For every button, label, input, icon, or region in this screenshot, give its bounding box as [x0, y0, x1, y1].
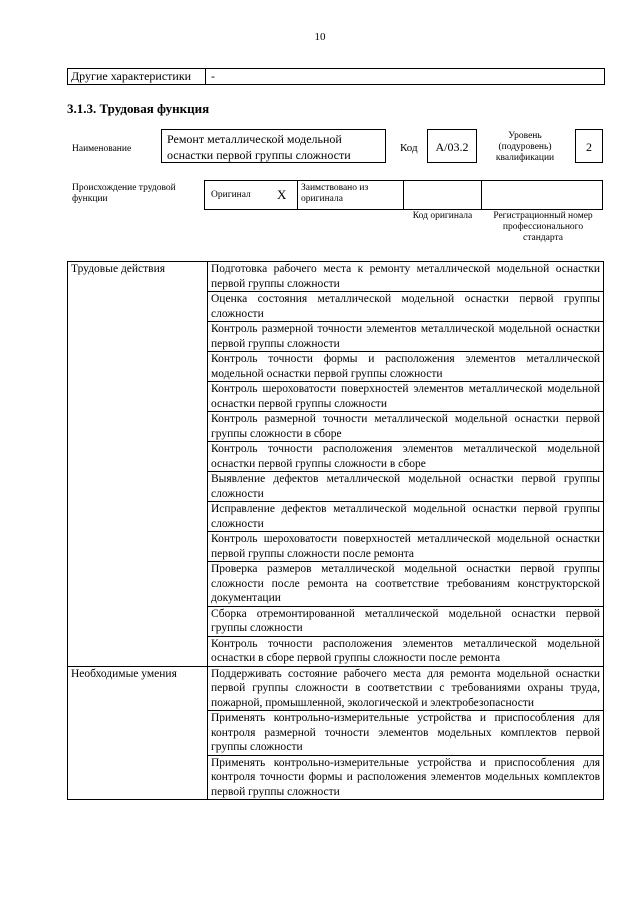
section-title: 3.1.3. Трудовая функция: [67, 101, 210, 116]
labor-actions-item: Контроль точности расположения элементов металлической модельной оснастки первой группы сложности в сборе: [208, 442, 604, 472]
labor-actions-item: Контроль точности формы и расположения элементов металлической модельной оснастки первой группы сложности: [208, 352, 604, 382]
labor-actions-item: Сборка отремонтированной металлической модельной оснастки первой группы сложности: [208, 606, 604, 636]
code-label: Код: [400, 142, 418, 154]
labor-actions-item: Контроль шероховатости поверхностей металлической модельной оснастки первой группы сложности после ремонта: [208, 532, 604, 562]
original-label: Оригинал: [211, 190, 251, 200]
required-skills-item: Применять контрольно-измерительные устройства и приспособления для контроля размерной точности элементов модельных комплектов первой группы сложности: [208, 711, 604, 756]
origin-box: [204, 180, 603, 210]
page-number: 10: [314, 31, 326, 43]
labor-actions-item: Выявление дефектов металлической модельной оснастки первой группы сложности: [208, 472, 604, 502]
labor-function-table: [67, 261, 604, 800]
divider: [297, 181, 298, 209]
other-characteristics-row: [67, 68, 605, 85]
name-label: Наименование: [72, 144, 132, 154]
qualification-level-label: Уровень (подуровень) квалификации: [495, 131, 555, 163]
divider: [205, 69, 206, 84]
origin-label: Происхождение трудовой функции: [72, 183, 176, 204]
labor-actions-item: Исправление дефектов металлической модельной оснастки первой группы сложности: [208, 502, 604, 532]
labor-actions-item: Контроль шероховатости поверхностей элементов металлической модельной оснастки первой группы сложности: [208, 382, 604, 412]
labor-actions-item: Контроль размерной точности металлической модельной оснастки первой группы сложности в сборе: [208, 412, 604, 442]
borrowed-label: Заимствовано из оригинала: [301, 183, 369, 204]
labor-actions-item: Контроль размерной точности элементов металлической модельной оснастки первой группы сложности: [208, 322, 604, 352]
labor-actions-item: Подготовка рабочего места к ремонту металлической модельной оснастки первой группы сложности: [208, 262, 604, 292]
original-mark: X: [277, 187, 287, 202]
divider: [403, 181, 404, 209]
labor-actions-item: Проверка размеров металлической модельной оснастки первой группы сложности после ремонта на соответствие требованиям конструкторской документации: [208, 562, 604, 607]
labor-actions-item: Оценка состояния металлической модельной оснастки первой группы сложности: [208, 292, 604, 322]
other-characteristics-label: Другие характеристики: [71, 69, 192, 83]
code-box: А/03.2: [427, 129, 477, 163]
qualification-level-box: 2: [575, 129, 603, 163]
registration-number-caption: Регистрационный номер профессионального стандарта: [493, 211, 593, 243]
function-name-box: Ремонт металлической модельной оснастки первой группы сложности: [161, 129, 386, 163]
divider: [481, 181, 482, 209]
required-skills-item: Поддерживать состояние рабочего места для ремонта модельной оснастки первой группы сложности в соответствии с требованиями охраны труда, пожарной, промышленной, экологической и электробезопасности: [208, 666, 604, 711]
original-code-caption: Код оригинала: [412, 211, 473, 221]
labor-actions-label: Трудовые действия: [68, 262, 208, 667]
required-skills-label: Необходимые умения: [68, 666, 208, 800]
labor-actions-item: Контроль точности расположения элементов металлической модельной оснастки в сборе первой группы сложности после ремонта: [208, 636, 604, 666]
other-characteristics-value: -: [211, 69, 215, 83]
required-skills-item: Применять контрольно-измерительные устройства и приспособления для контроля точности формы и расположения элементов модельных комплектов первой группы сложности: [208, 755, 604, 800]
table-row: [68, 666, 604, 711]
table-row: [68, 262, 604, 292]
